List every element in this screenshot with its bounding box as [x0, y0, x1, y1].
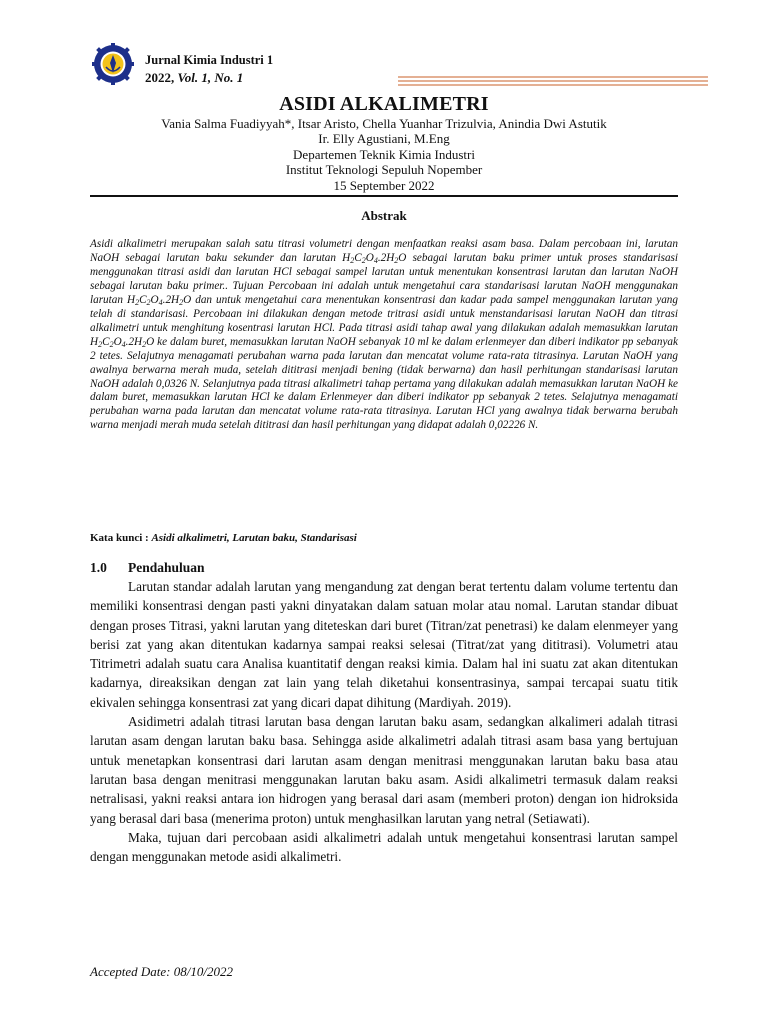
journal-year: 2022,	[145, 70, 175, 85]
accepted-date: Accepted Date: 08/10/2022	[90, 964, 233, 979]
advisor-name: Ir. Elly Agustiani, M.Eng	[318, 131, 450, 147]
abstract-text: Asidi alkalimetri merupakan salah satu titrasi volumetri dengan menfaatkan reaksi asam basa. Dalam percobaan ini, larutan NaOH sebagai larutan baku sekunder dan larutan $H_2C_2O_4.2H_2O$ sebagai larutan baku primer untuk proses standarisasi menggunakan titrasi asidi dan larutan HCl sebagai sampel larutan untuk menentukan konsentrasi larutan dan larutan NaOH sebagai larutan baku primer.. Tujuan Percobaan ini adalah untuk mengetahui cara standarisasi larutan NaOH menggunakan larutan $H_2C_2O_4.2H_2O$ dan untuk mengetahui cara menentukan konsentrasi dan kadar pada sampel menggunakan larutan yang telah di standarisasi. Percobaan ini dilakukan dengan metode tritrasi asidi untuk menstandarisasi larutan NaOH dan titrasi alkalimetri untuk menghitung kosentrasi larutan HCl. Pada titrasi asidi tahap awal yang dilakukan adalah memasukkan larutan $H_2C_2O_4.2H_2O$ ke dalam buret, memasukkan larutan NaOH sebanyak 10 ml ke dalam erlenmeyer dan diberi indikator pp sebanyak 2 tetes. Selajutnya menagamati perubahan warna pada larutan dan mencatat volume rata-rata titrasinya. Larutan NaOH yang awalnya berwarna merah muda, setelah dititrasi menjadi bening (tidak berwarna) dan hasil perhitungan standarisasi larutan NaOH adalah 0,0326 N. Selanjutnya pada titrasi alkalimetri tahap pertama yang dilakukan adalah memasukkan larutan NaOH ke dalam buret, memasukkan larutan HCl ke dalam Erlenmeyer dan diberi indikator pp sebanyak 2 tetes. Selajutnya menagamati perubahan warna pada larutan dan mencatat volume rata-rata titrasinya. Larutan HCl yang awalnya tidak berwarna berubah warna menjadi merah muda setelah dititrasi dan hasil perhitungan yang didapat adalah 0,02226 N.	[90, 238, 679, 432]
body-paragraph: Larutan standar adalah larutan yang mengandung zat dengan berat tertentu dalam volume tertentu dan memiliki konsentrasi dengan pasti yakni dinyatakan dalam satuan molar atau nomal. Larutan standar dibuat dengan proses Titrasi, yakni larutan yang diteteskan dari buret (Titran/zat penetrasi) ke dalam elenmeyer yang berisi zat yang akan ditentukan kadarnya sampai reaksi selesai (Titrat/zat yang dititrasi). Volumetri atau Titrimetri adalah suatu cara Analisa kuantitatif dengan reaksi kimia. Dalam hal ini suatu zat akan ditentukan kadarnya, direaksikan dengan zat lain yang telah diketahui konsentrasinya, sampai tercapai suatu titik ekivalen sehingga konsentrasi zat yang dicari dapat dihitung (Mardiyah. 2019).	[90, 579, 678, 710]
title-divider	[90, 195, 678, 197]
journal-info	[145, 52, 273, 86]
keywords	[90, 532, 678, 544]
formula-fragment: .2H	[377, 251, 395, 264]
formula-fragment: .2H	[125, 335, 143, 348]
abstract-part: O ke dalam buret, memasukkan larutan NaOH sebanyak 10 ml ke dalam erlenmeyer dan diberi indikator pp sebanyak 2 tetes. Selajutnya menagamati perubahan warna pada larutan dan mencatat volume rata-rata titrasinya. Larutan NaOH yang awalnya berwarna merah muda, setelah dititrasi menjadi bening (tidak berwarna) dan hasil perhitungan standarisasi larutan NaOH adalah 0,0326 N. Selanjutnya pada titrasi alkalimetri tahap pertama yang dilakukan adalah memasukkan larutan NaOH ke dalam buret, memasukkan larutan HCl ke dalam Erlenmeyer dan diberi indikator pp sebanyak 2 tetes. Selajutnya menagamati perubahan warna pada larutan dan mencatat volume rata-rata titrasinya. Larutan HCl yang awalnya tidak berwarna berubah warna menjadi merah muda setelah dititrasi dan hasil perhitungan yang didapat adalah 0,02226 N.	[90, 335, 678, 432]
keywords-label: Kata kunci :	[90, 532, 152, 544]
section-body	[90, 577, 678, 866]
institution-name: Institut Teknologi Sepuluh Nopember	[285, 162, 483, 178]
title-block	[90, 92, 678, 193]
author-list: Vania Salma Fuadiyyah*, Itsar Aristo, Chella Yuanhar Trizulvia, Anindia Dwi Astutik	[161, 116, 607, 131]
body-paragraph: Asidimetri adalah titrasi larutan basa dengan larutan baku asam, sedangkan alkalimeri adalah titrasi larutan asam dengan larutan baku basa. Sehingga aside alkalimetri adalah titrasi asam basa yang bertujuan untuk menetapkan konsentrasi dari larutan asam dengan menitrasi menggunakan larutan baku basa atau larutan basa dengan menitrasi menggunakan larutan baku asam. Asidi alkalimetri termasuk dalam reaksi netralisasi, yakni reaksi antara ion hidrogen yang berasal dari asam (memberi proton) dengan ion hidroksida yang berasal dari basa (menerima proton) untuk menghasilkan larutan yang netral (Setiawati).	[90, 714, 678, 826]
journal-name: Jurnal Kimia Industri 1	[145, 53, 274, 67]
keywords-values: Asidi alkalimetri, Larutan baku, Standarisasi	[151, 532, 357, 544]
institution-logo-icon	[92, 43, 134, 85]
abstract-part: O dan untuk mengetahui cara menentukan konsentrasi dan kadar pada sampel menggunakan larutan yang telah di standarisasi. Percobaan ini dilakukan dengan metode tritrasi asidi untuk menstandarisasi larutan NaOH dan titrasi alkalimetri untuk menghitung kosentrasi larutan HCl. Pada titrasi asidi tahap awal yang dilakukan adalah memasukkan larutan	[90, 293, 678, 334]
header-decoration	[398, 75, 708, 87]
abstract-part: O sebagai larutan baku primer untuk proses standarisasi menggunakan titrasi asidi dan larutan HCl sebagai sampel larutan untuk menentukan konsentrasi larutan dan larutan NaOH sebagai larutan baku primer.. Tujuan Percobaan ini adalah untuk mengetahui cara standarisasi larutan NaOH menggunakan larutan	[90, 251, 679, 306]
abstract-heading: Abstrak	[361, 208, 407, 223]
journal-volume-number: Vol. 1, No. 1	[177, 70, 244, 85]
section-heading	[90, 560, 205, 576]
paper-date: 15 September 2022	[333, 177, 435, 193]
abstract-part: Asidi alkalimetri merupakan salah satu titrasi volumetri dengan menfaatkan reaksi asam basa. Dalam percobaan ini, larutan NaOH sebagai larutan baku sekunder dan larutan	[90, 238, 678, 264]
body-paragraph: Maka, tujuan dari percobaan asidi alkalimetri adalah untuk mengetahui konsentrasi larutan sampel dengan menggunakan metode asidi alkalimetri.	[90, 829, 678, 865]
paper-title: ASIDI ALKALIMETRI	[279, 93, 489, 115]
journal-volume	[145, 69, 273, 86]
formula-fragment: .2H	[162, 293, 180, 306]
section-title: Pendahuluan	[128, 560, 205, 575]
section-number: 1.0	[90, 560, 107, 575]
department-name: Departemen Teknik Kimia Industri	[293, 146, 475, 162]
